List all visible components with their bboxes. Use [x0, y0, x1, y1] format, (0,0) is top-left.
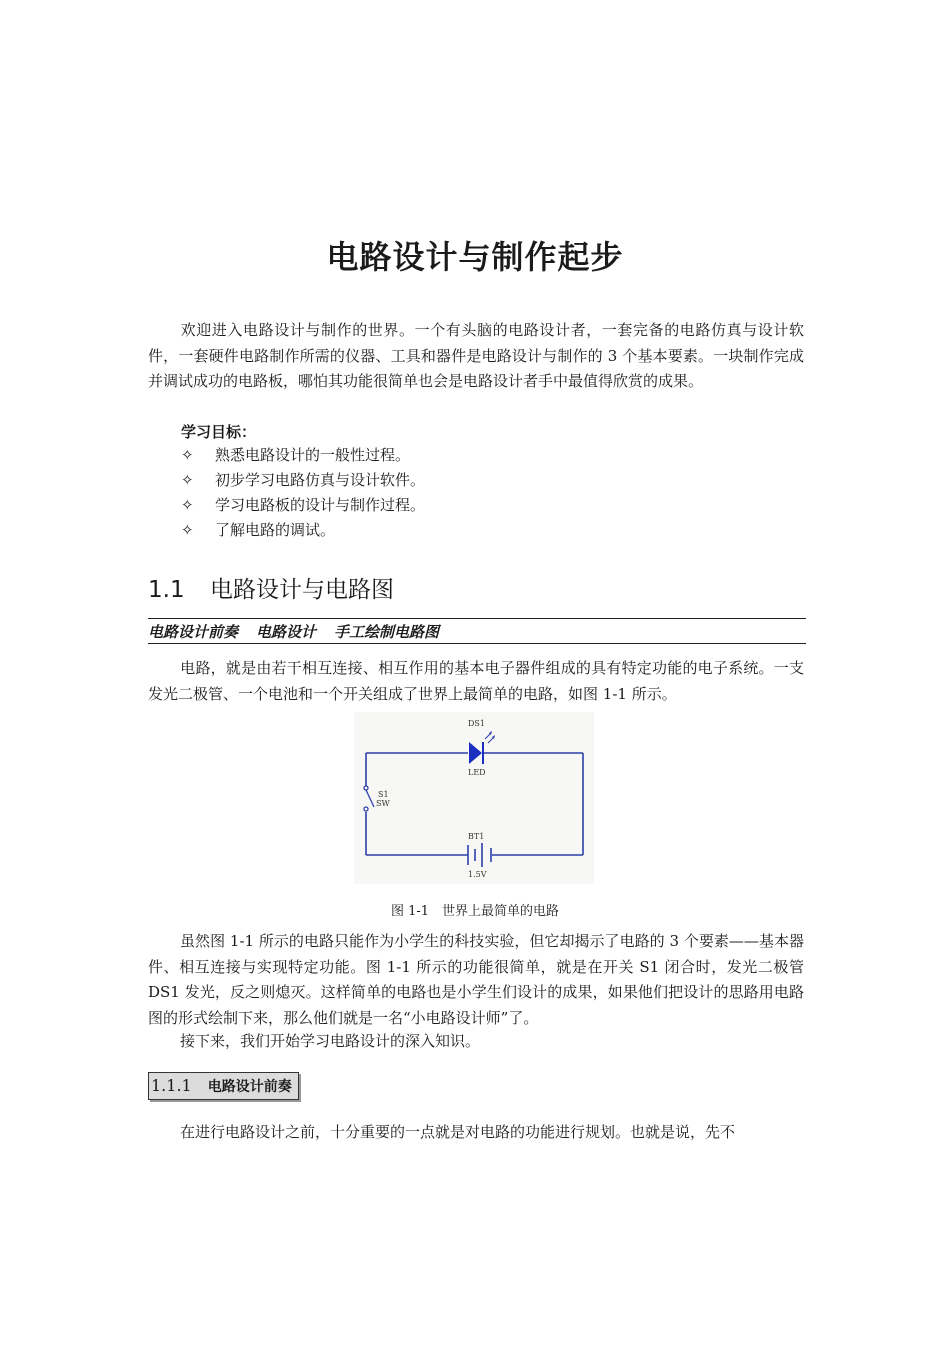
label-sw: SW	[376, 799, 390, 808]
body-paragraph: 电路，就是由若干相互连接、相互作用的基本电子器件组成的具有特定功能的电子系统。一支发光二极管、一个电池和一个开关组成了世界上最简单的电路，如图 1-1 所示。	[148, 659, 804, 703]
section-keywords	[148, 621, 457, 642]
intro-paragraph	[148, 318, 804, 395]
keywords-top-rule	[148, 618, 806, 619]
switch-contact	[364, 807, 368, 811]
subsection-number: 1.1.1	[151, 1076, 192, 1095]
body-paragraph: 接下来，我们开始学习电路设计的深入知识。	[180, 1032, 481, 1050]
section-heading	[148, 571, 394, 604]
diode-triangle	[469, 742, 482, 764]
subsection-title: 电路设计前奏	[207, 1079, 292, 1095]
subsection-heading	[148, 1072, 299, 1100]
section-title: 电路设计与电路图	[210, 577, 394, 603]
switch-lever	[366, 790, 374, 807]
keyword: 电路设计前奏	[148, 623, 239, 641]
label-s1: S1	[378, 790, 389, 799]
circuit-diagram	[354, 712, 594, 884]
diamond-bullet-icon: ✧	[181, 446, 194, 464]
label-voltage: 1.5V	[468, 870, 487, 879]
figure-caption: 图 1-1 世界上最简单的电路	[390, 904, 560, 919]
section-number: 1.1	[148, 577, 185, 603]
chapter-title: 电路设计与制作起步	[326, 238, 624, 276]
goal-item: ✧ 了解电路的调试。	[181, 518, 335, 543]
label-ds1: DS1	[468, 719, 485, 728]
switch-symbol	[364, 786, 374, 811]
keyword: 电路设计	[256, 623, 317, 641]
keyword: 手工绘制电路图	[334, 623, 440, 641]
body-paragraph: 虽然图 1-1 所示的电路只能作为小学生的科技实验，但它却揭示了电路的 3 个要素——基本器件、相互连接与实现特定功能。图 1-1 所示的功能很简单，就是在开关 S1 闭合时，发光二极管 DS1 发光，反之则熄灭。这样简单的电路也是小学生们设计的成果，如果他们把设计的思路用电路图的形式绘制下来，那么他们就是一名“小电路设计师”了。	[148, 932, 804, 1027]
diamond-bullet-icon: ✧	[181, 471, 194, 489]
goal-item: ✧ 学习电路板的设计与制作过程。	[181, 493, 425, 518]
learning-goals-heading: 学习目标：	[181, 423, 257, 441]
goal-item: ✧ 熟悉电路设计的一般性过程。	[181, 443, 410, 468]
label-led: LED	[468, 768, 486, 777]
circuit-figure	[354, 712, 594, 884]
battery-symbol	[468, 843, 491, 867]
keywords-bottom-rule	[148, 643, 806, 644]
diamond-bullet-icon: ✧	[181, 496, 194, 514]
label-bt1: BT1	[468, 832, 485, 841]
led-symbol	[469, 731, 495, 764]
diamond-bullet-icon: ✧	[181, 521, 194, 539]
goal-item: ✧ 初步学习电路仿真与设计软件。	[181, 468, 425, 493]
body-paragraph: 在进行电路设计之前，十分重要的一点就是对电路的功能进行规划。也就是说，先不	[180, 1123, 736, 1141]
intro-text: 欢迎进入电路设计与制作的世界。一个有头脑的电路设计者，一套完备的电路仿真与设计软件，一套硬件电路制作所需的仪器、工具和器件是电路设计与制作的 3 个基本要素。一块制作完成并调试成功的电路板，哪怕其功能很简单也会是电路设计者手中最值得欣赏的成果。	[148, 321, 804, 390]
switch-contact	[364, 786, 368, 790]
